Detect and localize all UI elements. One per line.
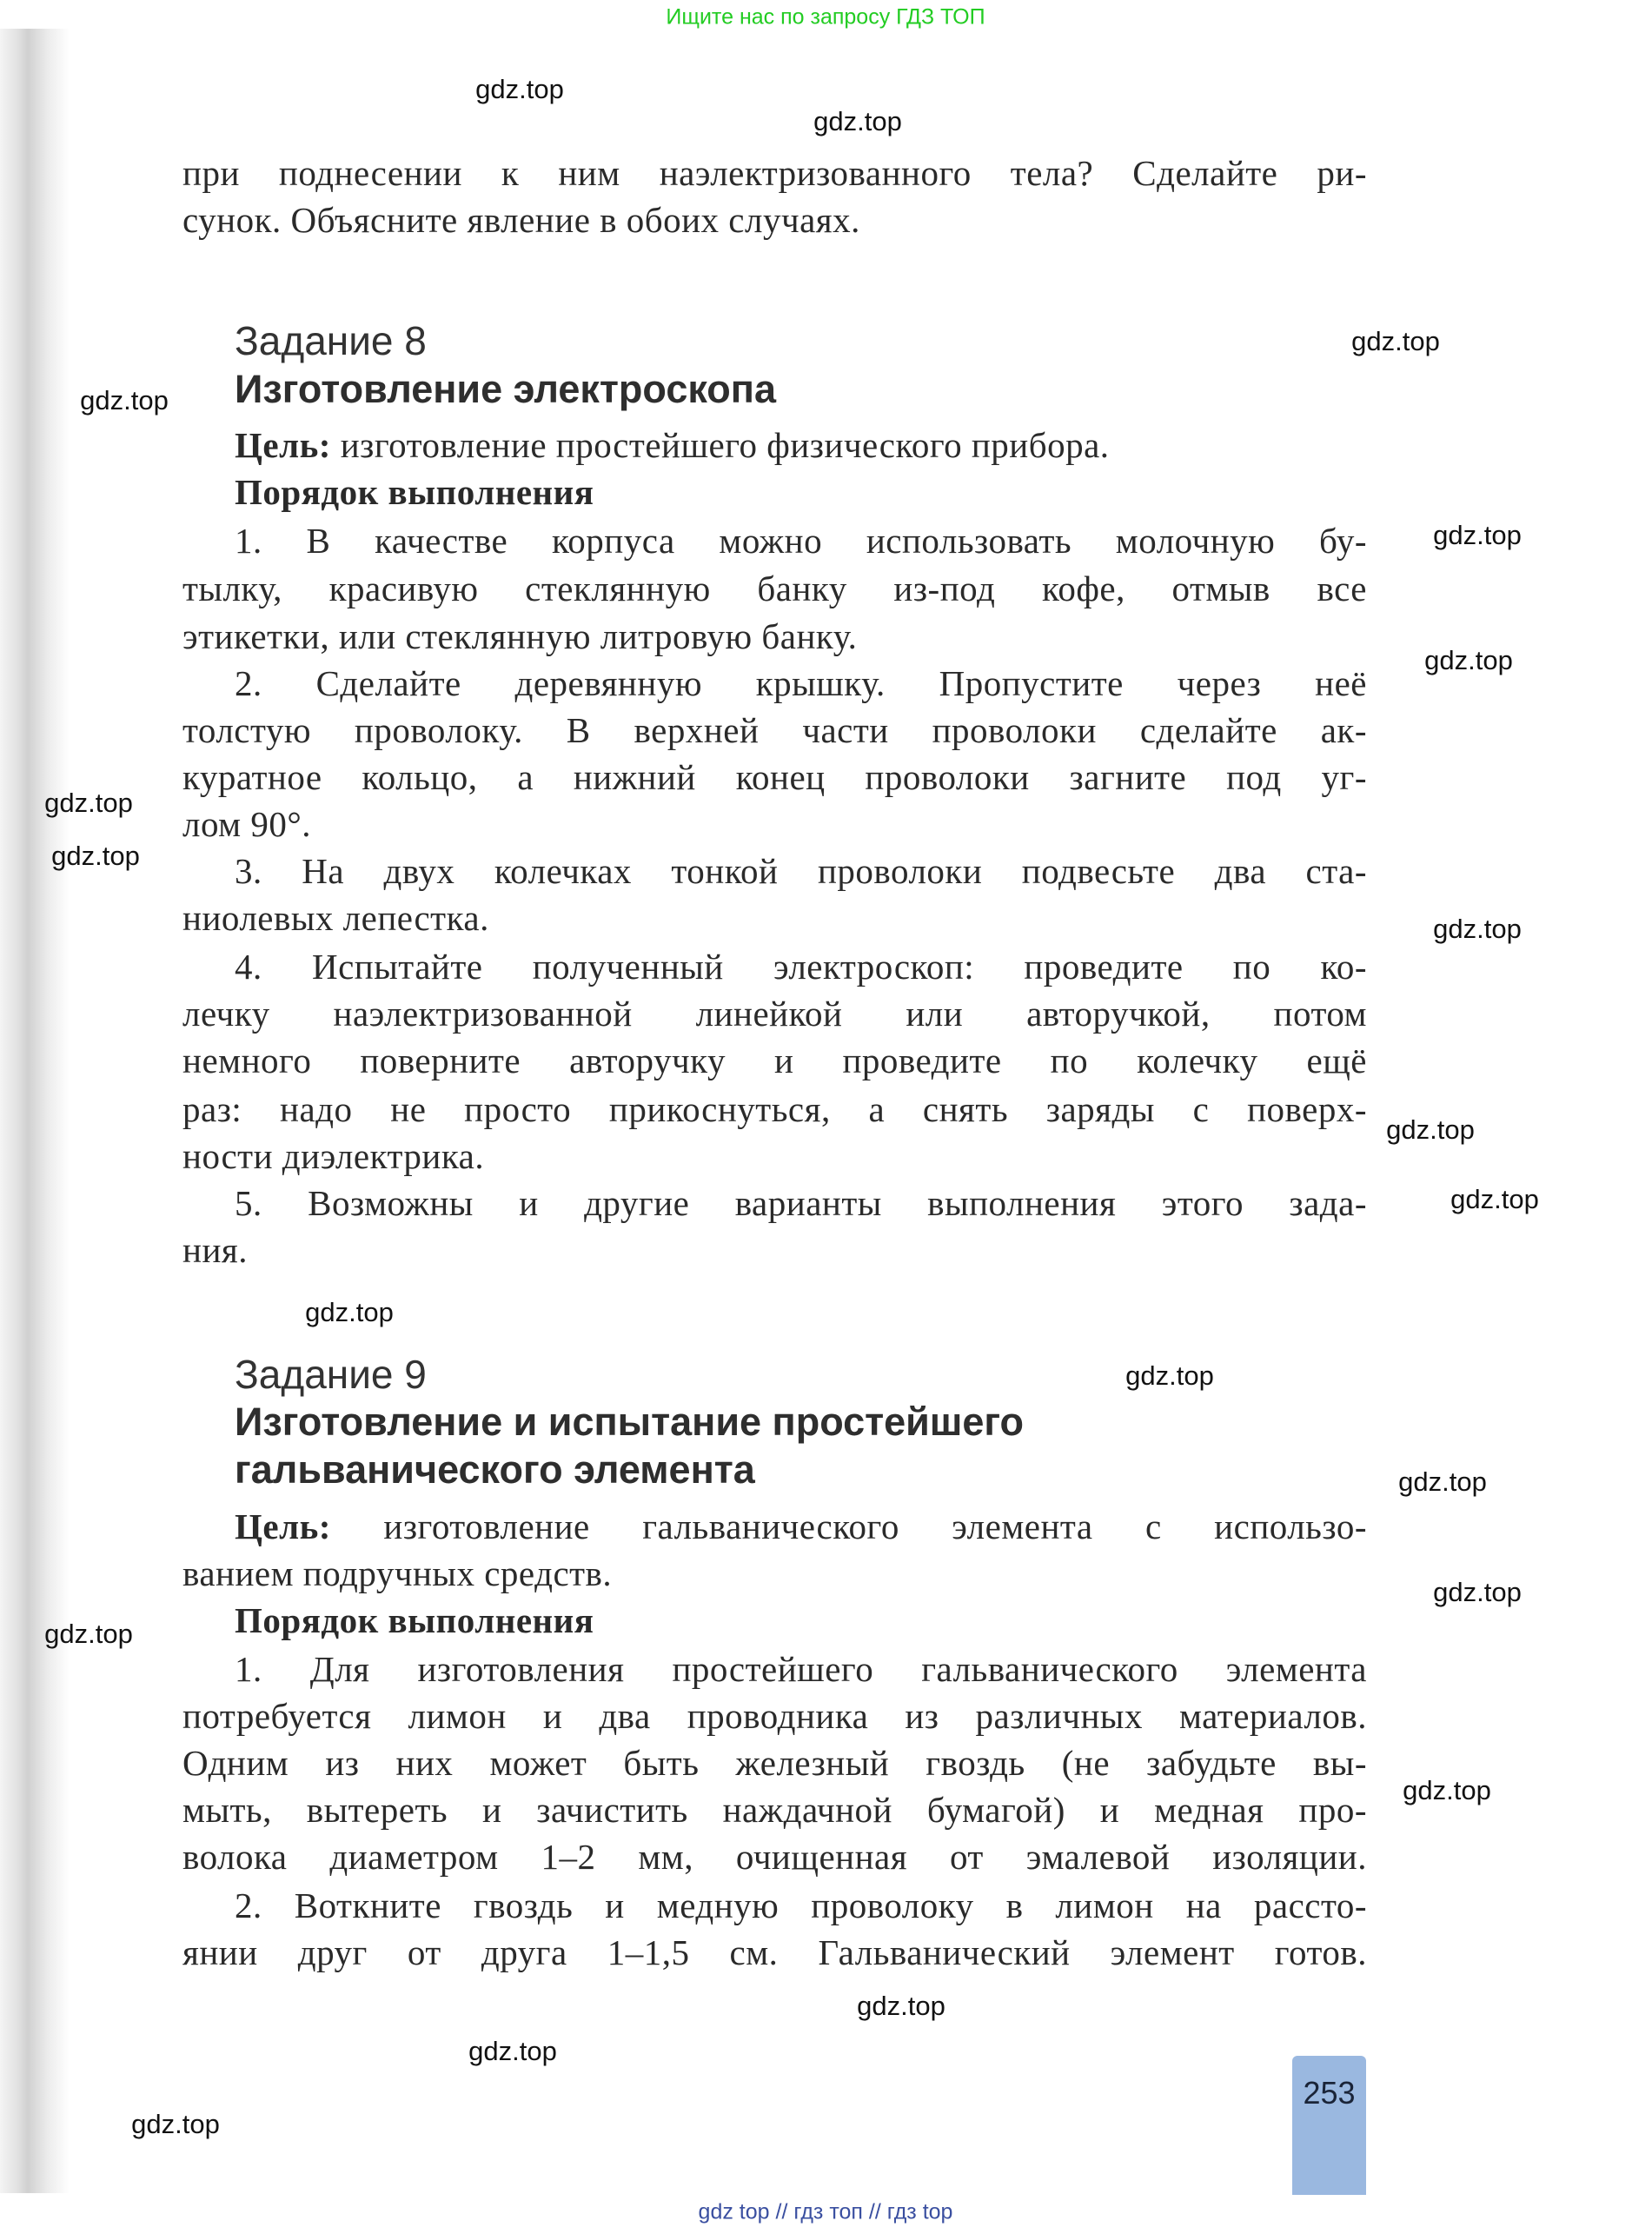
task9-number: Задание 9	[235, 1352, 427, 1397]
watermark: gdz.top	[1403, 1775, 1491, 1805]
watermark: gdz.top	[305, 1297, 394, 1327]
text-line: лом 90°.	[182, 804, 312, 844]
task9-order-label: Порядок выполнения	[235, 1600, 594, 1640]
watermark: gdz.top	[80, 385, 169, 416]
text-line: ниолевых лепестка.	[182, 898, 489, 938]
watermark: gdz.top	[1433, 520, 1522, 550]
page-number-tab	[1292, 2056, 1366, 2195]
goal-text: изготовление гальванического элемента с использо-	[330, 1506, 1367, 1546]
text-line: потребуется лимон и два проводника из различных материалов.	[182, 1696, 1367, 1736]
goal-text: изготовление простейшего физического прибора.	[330, 425, 1110, 465]
text-line: волока диаметром 1–2 мм, очищенная от эмалевой изоляции.	[182, 1837, 1367, 1877]
text-line: ния.	[182, 1230, 248, 1270]
text-line: 2. Сделайте деревянную крышку. Пропустите через неё	[235, 663, 1367, 703]
task8-goal	[182, 422, 1367, 469]
watermark: gdz.top	[468, 2036, 557, 2066]
watermark: gdz.top	[44, 1619, 133, 1649]
watermark: gdz.top	[1424, 645, 1513, 675]
text-line: Одним из них может быть железный гвоздь (не забудьте вы-	[182, 1743, 1367, 1783]
text-line: 1. Для изготовления простейшего гальванического элемента	[235, 1649, 1367, 1689]
goal-label: Цель:	[235, 425, 331, 465]
text-line: сунок. Объясните явление в обоих случаях.	[182, 200, 860, 240]
watermark: gdz.top	[51, 841, 140, 871]
task8-order-label: Порядок выполнения	[235, 472, 594, 512]
text-line: 4. Испытайте полученный электроскоп: проведите по ко-	[235, 947, 1367, 987]
watermark: gdz.top	[857, 1991, 945, 2021]
text-line: немного поверните авторучку и проведите по колечку ещё	[182, 1041, 1367, 1080]
text-line: 1. В качестве корпуса можно использовать молочную бу-	[235, 521, 1367, 561]
text-line: тылку, красивую стеклянную банку из-под кофе, отмыв все	[182, 568, 1367, 608]
goal-label: Цель:	[235, 1506, 331, 1546]
text-line: 2. Воткните гвоздь и медную проволоку в лимон на рассто-	[235, 1885, 1367, 1925]
text-line: ванием подручных средств.	[182, 1553, 613, 1593]
text-line: толстую проволоку. В верхней части проволоки сделайте ак-	[182, 710, 1367, 750]
watermark: gdz.top	[1386, 1114, 1475, 1145]
text-line: при поднесении к ним наэлектризованного тела? Сделайте ри-	[182, 153, 1367, 193]
page-binding-shadow	[0, 29, 70, 2193]
watermark: gdz.top	[1125, 1360, 1214, 1391]
text-line: лечку наэлектризованной линейкой или авторучкой, потом	[182, 994, 1367, 1034]
task9-title-line: Изготовление и испытание простейшего	[235, 1400, 1025, 1444]
page-number: 253	[1303, 2075, 1356, 2111]
task9-title-line: гальванического элемента	[235, 1447, 755, 1492]
text-line: 3. На двух колечках тонкой проволоки подвесьте два ста-	[235, 851, 1367, 891]
task8-title: Изготовление электроскопа	[235, 367, 776, 411]
text-line: 5. Возможны и другие варианты выполнения этого зада-	[235, 1183, 1367, 1223]
text-line: ности диэлектрика.	[182, 1136, 485, 1176]
watermark: gdz.top	[1398, 1466, 1487, 1497]
text-line: янии друг от друга 1–1,5 см. Гальванический элемент готов.	[182, 1932, 1367, 1972]
watermark: gdz.top	[475, 74, 564, 104]
text-line: раз: надо не просто прикоснуться, а снять заряды с поверх-	[182, 1089, 1367, 1129]
footer-links[interactable]: gdz top // гдз топ // гдз top	[698, 2199, 953, 2224]
watermark: gdz.top	[1433, 1577, 1522, 1607]
watermark: gdz.top	[44, 788, 133, 818]
watermark: gdz.top	[1351, 326, 1440, 356]
task9-goal	[182, 1503, 1367, 1550]
text-line: куратное кольцо, а нижний конец проволоки загните под уг-	[182, 757, 1367, 797]
watermark: gdz.top	[1450, 1184, 1539, 1214]
text-line: мыть, вытереть и зачистить наждачной бумагой) и медная про-	[182, 1790, 1367, 1830]
task8-number: Задание 8	[235, 318, 427, 363]
watermark: gdz.top	[131, 2109, 220, 2139]
watermark: gdz.top	[1433, 914, 1522, 944]
search-banner[interactable]: Ищите нас по запросу ГДЗ ТОП	[666, 4, 985, 30]
watermark: gdz.top	[813, 106, 902, 136]
text-line: этикетки, или стеклянную литровую банку.	[182, 616, 858, 656]
